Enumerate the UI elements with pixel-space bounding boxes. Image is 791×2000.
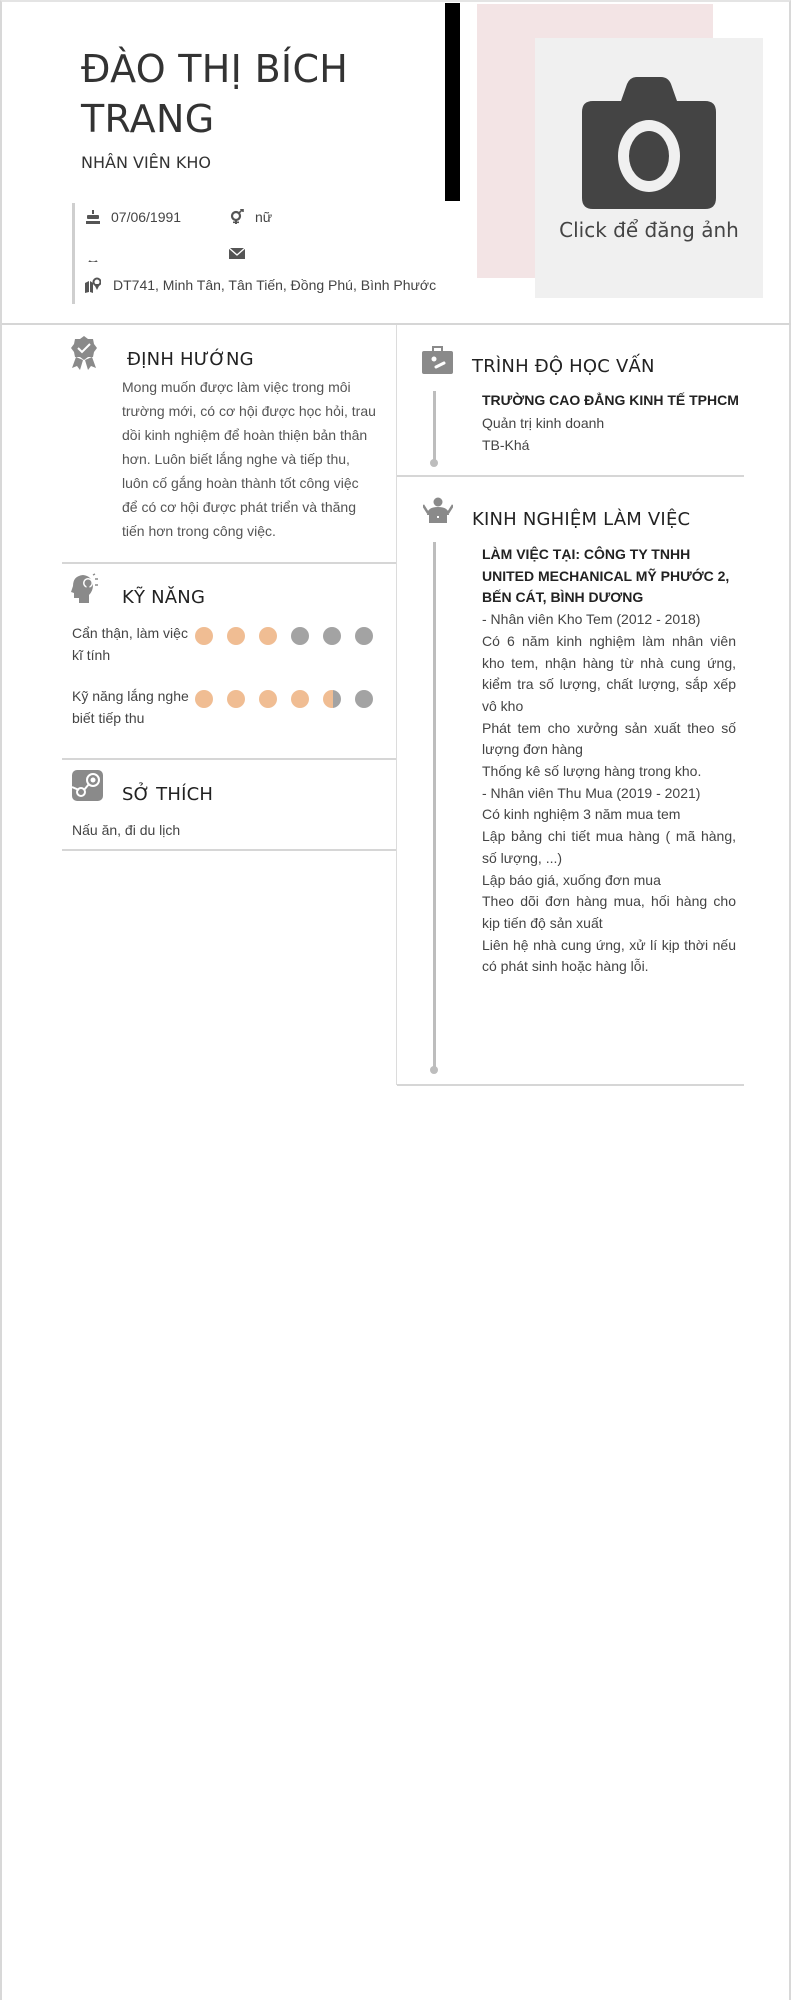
- company-name: LÀM VIỆC TẠI: CÔNG TY TNHH UNITED MECHANICAL MỸ PHƯỚC 2, BẾN CÁT, BÌNH DƯƠNG: [482, 546, 730, 606]
- experience-line: Có 6 năm kinh nghiệm làm nhân viên kho tem, nhận hàng từ nhà cung ứng, kiểm tra số lượng, chất lượng, sắp xếp vô kho: [482, 632, 736, 714]
- skill-rating[interactable]: [195, 690, 373, 708]
- section-divider: [397, 475, 744, 477]
- column-divider: [396, 325, 397, 1085]
- award-icon: [70, 335, 98, 371]
- experience-title: KINH NGHIỆM LÀM VIỆC: [472, 509, 691, 530]
- rating-dot-filled: [291, 690, 309, 708]
- experience-line: Có kinh nghiệm 3 năm mua tem: [482, 806, 681, 823]
- hobbies-text[interactable]: Nấu ăn, đi du lịch: [72, 822, 181, 838]
- objective-line: Mong muốn được làm việc trong môi: [122, 379, 351, 395]
- rating-dot-half: [323, 690, 341, 708]
- experience-details[interactable]: [482, 544, 736, 978]
- experience-line: Lập báo giá, xuống đơn mua: [482, 871, 661, 888]
- gender-field[interactable]: [229, 209, 272, 225]
- experience-line: Theo dõi đơn hàng mua, hối hàng cho kịp tiến độ sản xuất: [482, 893, 736, 931]
- skill-rating[interactable]: [195, 627, 373, 645]
- education-major[interactable]: Quản trị kinh doanh: [482, 415, 605, 431]
- experience-line: Lập bảng chi tiết mua hàng ( mã hàng, số lượng, ...): [482, 828, 736, 866]
- rating-dot-filled: [259, 690, 277, 708]
- address-field[interactable]: [85, 277, 436, 293]
- contact-row-clipped: [75, 243, 465, 262]
- email-icon: [229, 245, 245, 261]
- photo-upload-button[interactable]: [535, 38, 763, 298]
- rating-dot-filled: [195, 690, 213, 708]
- experience-line: Phát tem cho xưởng sản xuất theo số lượng đơn hàng: [482, 719, 736, 758]
- gender-icon: [229, 209, 245, 225]
- section-divider: [397, 1084, 744, 1086]
- job-title[interactable]: NHÂN VIÊN KHO: [81, 153, 211, 172]
- experience-timeline: [433, 542, 436, 1070]
- camera-icon: [581, 76, 717, 210]
- decorative-bar: [445, 3, 460, 201]
- phone-icon: [85, 251, 101, 262]
- education-title: TRÌNH ĐỘ HỌC VẤN: [472, 356, 655, 377]
- email-field[interactable]: [229, 245, 255, 261]
- head-lightbulb-icon: [71, 573, 103, 603]
- education-school[interactable]: TRƯỜNG CAO ĐẲNG KINH TẾ TPHCM: [482, 392, 739, 408]
- objective-line: hơn. Luôn biết lắng nghe và tiếp thu,: [122, 451, 350, 467]
- experience-line: Liên hệ nhà cung ứng, xử lí kịp thời nếu có phát sinh hoặc hàng lỗi.: [482, 936, 736, 975]
- objective-text[interactable]: [122, 375, 376, 543]
- skill-label: Cẩn thận, làm việc kĩ tính: [72, 625, 188, 663]
- birthday-field[interactable]: [85, 209, 181, 225]
- experience-line: Thống kê số lượng hàng trong kho.: [482, 763, 702, 780]
- person-laptop-icon: [423, 497, 453, 524]
- timeline-dot: [430, 1066, 438, 1074]
- personal-info: [72, 203, 462, 304]
- hobbies-title: SỞ THÍCH: [122, 784, 214, 805]
- experience-line: - Nhân viên Thu Mua (2019 - 2021): [482, 784, 701, 801]
- objective-line: luôn cố gắng hoàn thành tốt công việc: [122, 475, 359, 491]
- address-value: DT741, Minh Tân, Tân Tiến, Đồng Phú, Bình Phước: [113, 277, 437, 293]
- phone-field[interactable]: [85, 251, 111, 262]
- rating-dot-filled: [259, 627, 277, 645]
- rating-dot-empty: [323, 627, 341, 645]
- objective-line: tiến hơn trong công việc.: [122, 523, 276, 539]
- section-divider: [62, 562, 396, 564]
- briefcase-icon: [422, 345, 453, 375]
- skill-label: Kỹ năng lắng nghe biết tiếp thu: [72, 688, 189, 726]
- rating-dot-empty: [291, 627, 309, 645]
- candidate-name[interactable]: ĐÀO THỊ BÍCH TRANG: [81, 47, 349, 141]
- rating-dot-filled: [227, 690, 245, 708]
- experience-line: - Nhân viên Kho Tem (2012 - 2018): [482, 611, 701, 628]
- gender-value: nữ: [255, 209, 273, 225]
- rating-dot-empty: [355, 627, 373, 645]
- objective-line: dồi kinh nghiệm để hoàn thiện bản thân: [122, 427, 368, 443]
- rating-dot-empty: [355, 690, 373, 708]
- photo-upload-label: Click để đăng ảnh: [559, 218, 739, 242]
- birthday-value: 07/06/1991: [111, 209, 182, 225]
- timeline-dot: [430, 459, 438, 467]
- rating-dot-filled: [227, 627, 245, 645]
- objective-line: trường mới, có cơ hội được học hỏi, trau: [122, 403, 376, 419]
- rating-dot-filled: [195, 627, 213, 645]
- section-divider: [62, 758, 396, 760]
- education-timeline: [433, 391, 436, 463]
- education-grade[interactable]: TB-Khá: [482, 437, 530, 453]
- birthday-cake-icon: [85, 209, 101, 225]
- skills-title: KỸ NĂNG: [122, 587, 206, 608]
- section-divider: [62, 849, 396, 851]
- map-marker-icon: [85, 277, 101, 293]
- steam-icon: [72, 770, 103, 801]
- objective-title: ĐỊNH HƯỚNG: [127, 349, 254, 370]
- objective-line: để có cơ hội được phát triển và thăng: [122, 499, 356, 515]
